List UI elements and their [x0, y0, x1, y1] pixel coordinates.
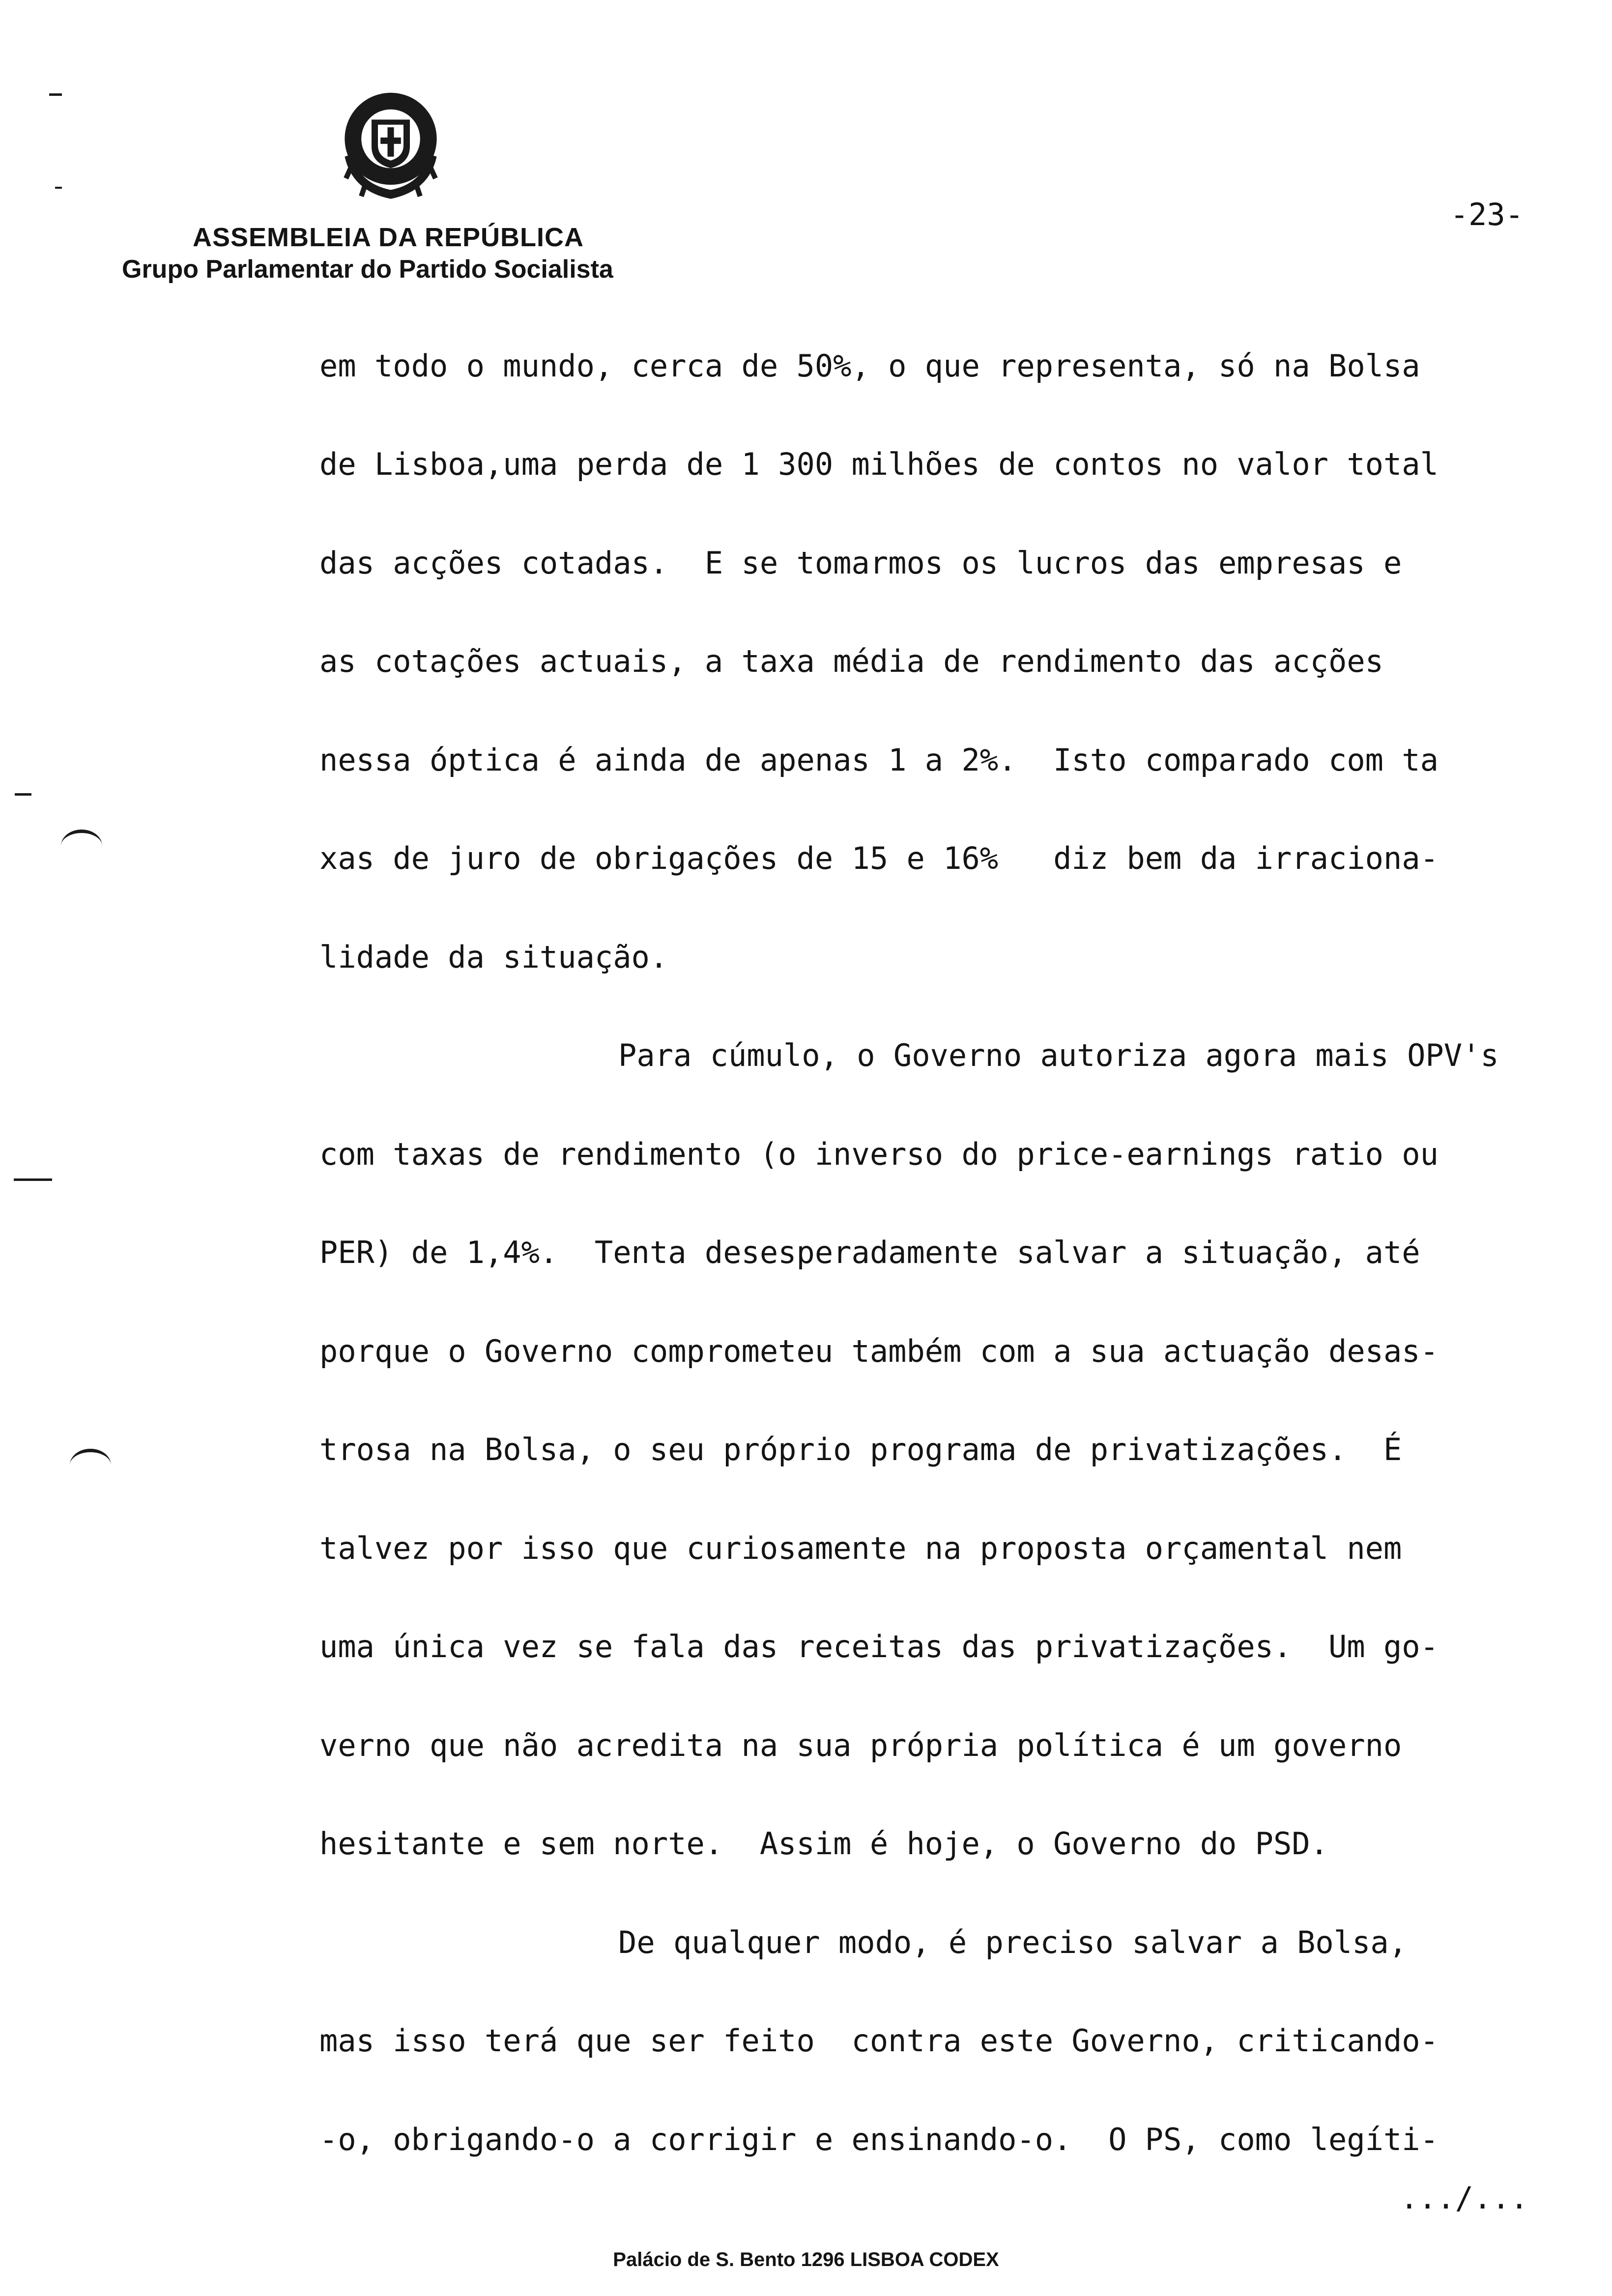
- text-line: em todo o mundo, cerca de 50%, o que representa, só na Bolsa: [319, 348, 1420, 384]
- institution-name: ASSEMBLEIA DA REPÚBLICA: [193, 223, 584, 252]
- margin-arc-mark: [70, 1449, 111, 1482]
- text-line: com taxas de rendimento (o inverso do price-earnings ratio ou: [319, 1136, 1439, 1172]
- text-line: as cotações actuais, a taxa média de rendimento das acções: [319, 643, 1383, 679]
- parliamentary-group-name: Grupo Parlamentar do Partido Socialista: [122, 255, 613, 284]
- margin-mark: [55, 187, 62, 189]
- margin-mark: [49, 93, 62, 96]
- coat-of-arms-icon: [327, 83, 455, 210]
- text-line: hesitante e sem norte. Assim é hoje, o Governo do PSD.: [319, 1826, 1328, 1862]
- text-line: das acções cotadas. E se tomarmos os lucros das empresas e: [319, 545, 1402, 581]
- margin-arc-mark: [61, 830, 102, 862]
- paragraph-start-line: Para cúmulo, o Governo autoriza agora mais OPV's: [618, 1037, 1499, 1073]
- text-line: porque o Governo comprometeu também com a sua actuação desas-: [319, 1333, 1439, 1369]
- text-line: PER) de 1,4%. Tenta desesperadamente salvar a situação, até: [319, 1234, 1420, 1270]
- paragraph-start-line: De qualquer modo, é preciso salvar a Bolsa,: [618, 1924, 1408, 1960]
- text-line: trosa na Bolsa, o seu próprio programa de privatizações. É: [319, 1432, 1402, 1467]
- footer-address: Palácio de S. Bento 1296 LISBOA CODEX: [613, 2249, 999, 2270]
- text-line: verno que não acredita na sua própria política é um governo: [319, 1727, 1402, 1763]
- text-line: -o, obrigando-o a corrigir e ensinando-o. O PS, como legíti-: [319, 2122, 1439, 2157]
- text-line: xas de juro de obrigações de 15 e 16% diz bem da irraciona-: [319, 840, 1439, 876]
- margin-mark: [14, 1178, 52, 1181]
- page-number: -23-: [1450, 197, 1524, 232]
- text-line: uma única vez se fala das receitas das privatizações. Um go-: [319, 1629, 1439, 1665]
- continuation-mark: .../...: [1400, 2180, 1528, 2216]
- margin-mark: [15, 793, 31, 796]
- text-line: lidade da situação.: [319, 939, 668, 975]
- text-line: nessa óptica é ainda de apenas 1 a 2%. Isto comparado com ta: [319, 742, 1439, 778]
- text-line: talvez por isso que curiosamente na proposta orçamental nem: [319, 1530, 1402, 1566]
- text-line: mas isso terá que ser feito contra este Governo, criticando-: [319, 2023, 1439, 2059]
- text-line: de Lisboa,uma perda de 1 300 milhões de contos no valor total: [319, 446, 1439, 482]
